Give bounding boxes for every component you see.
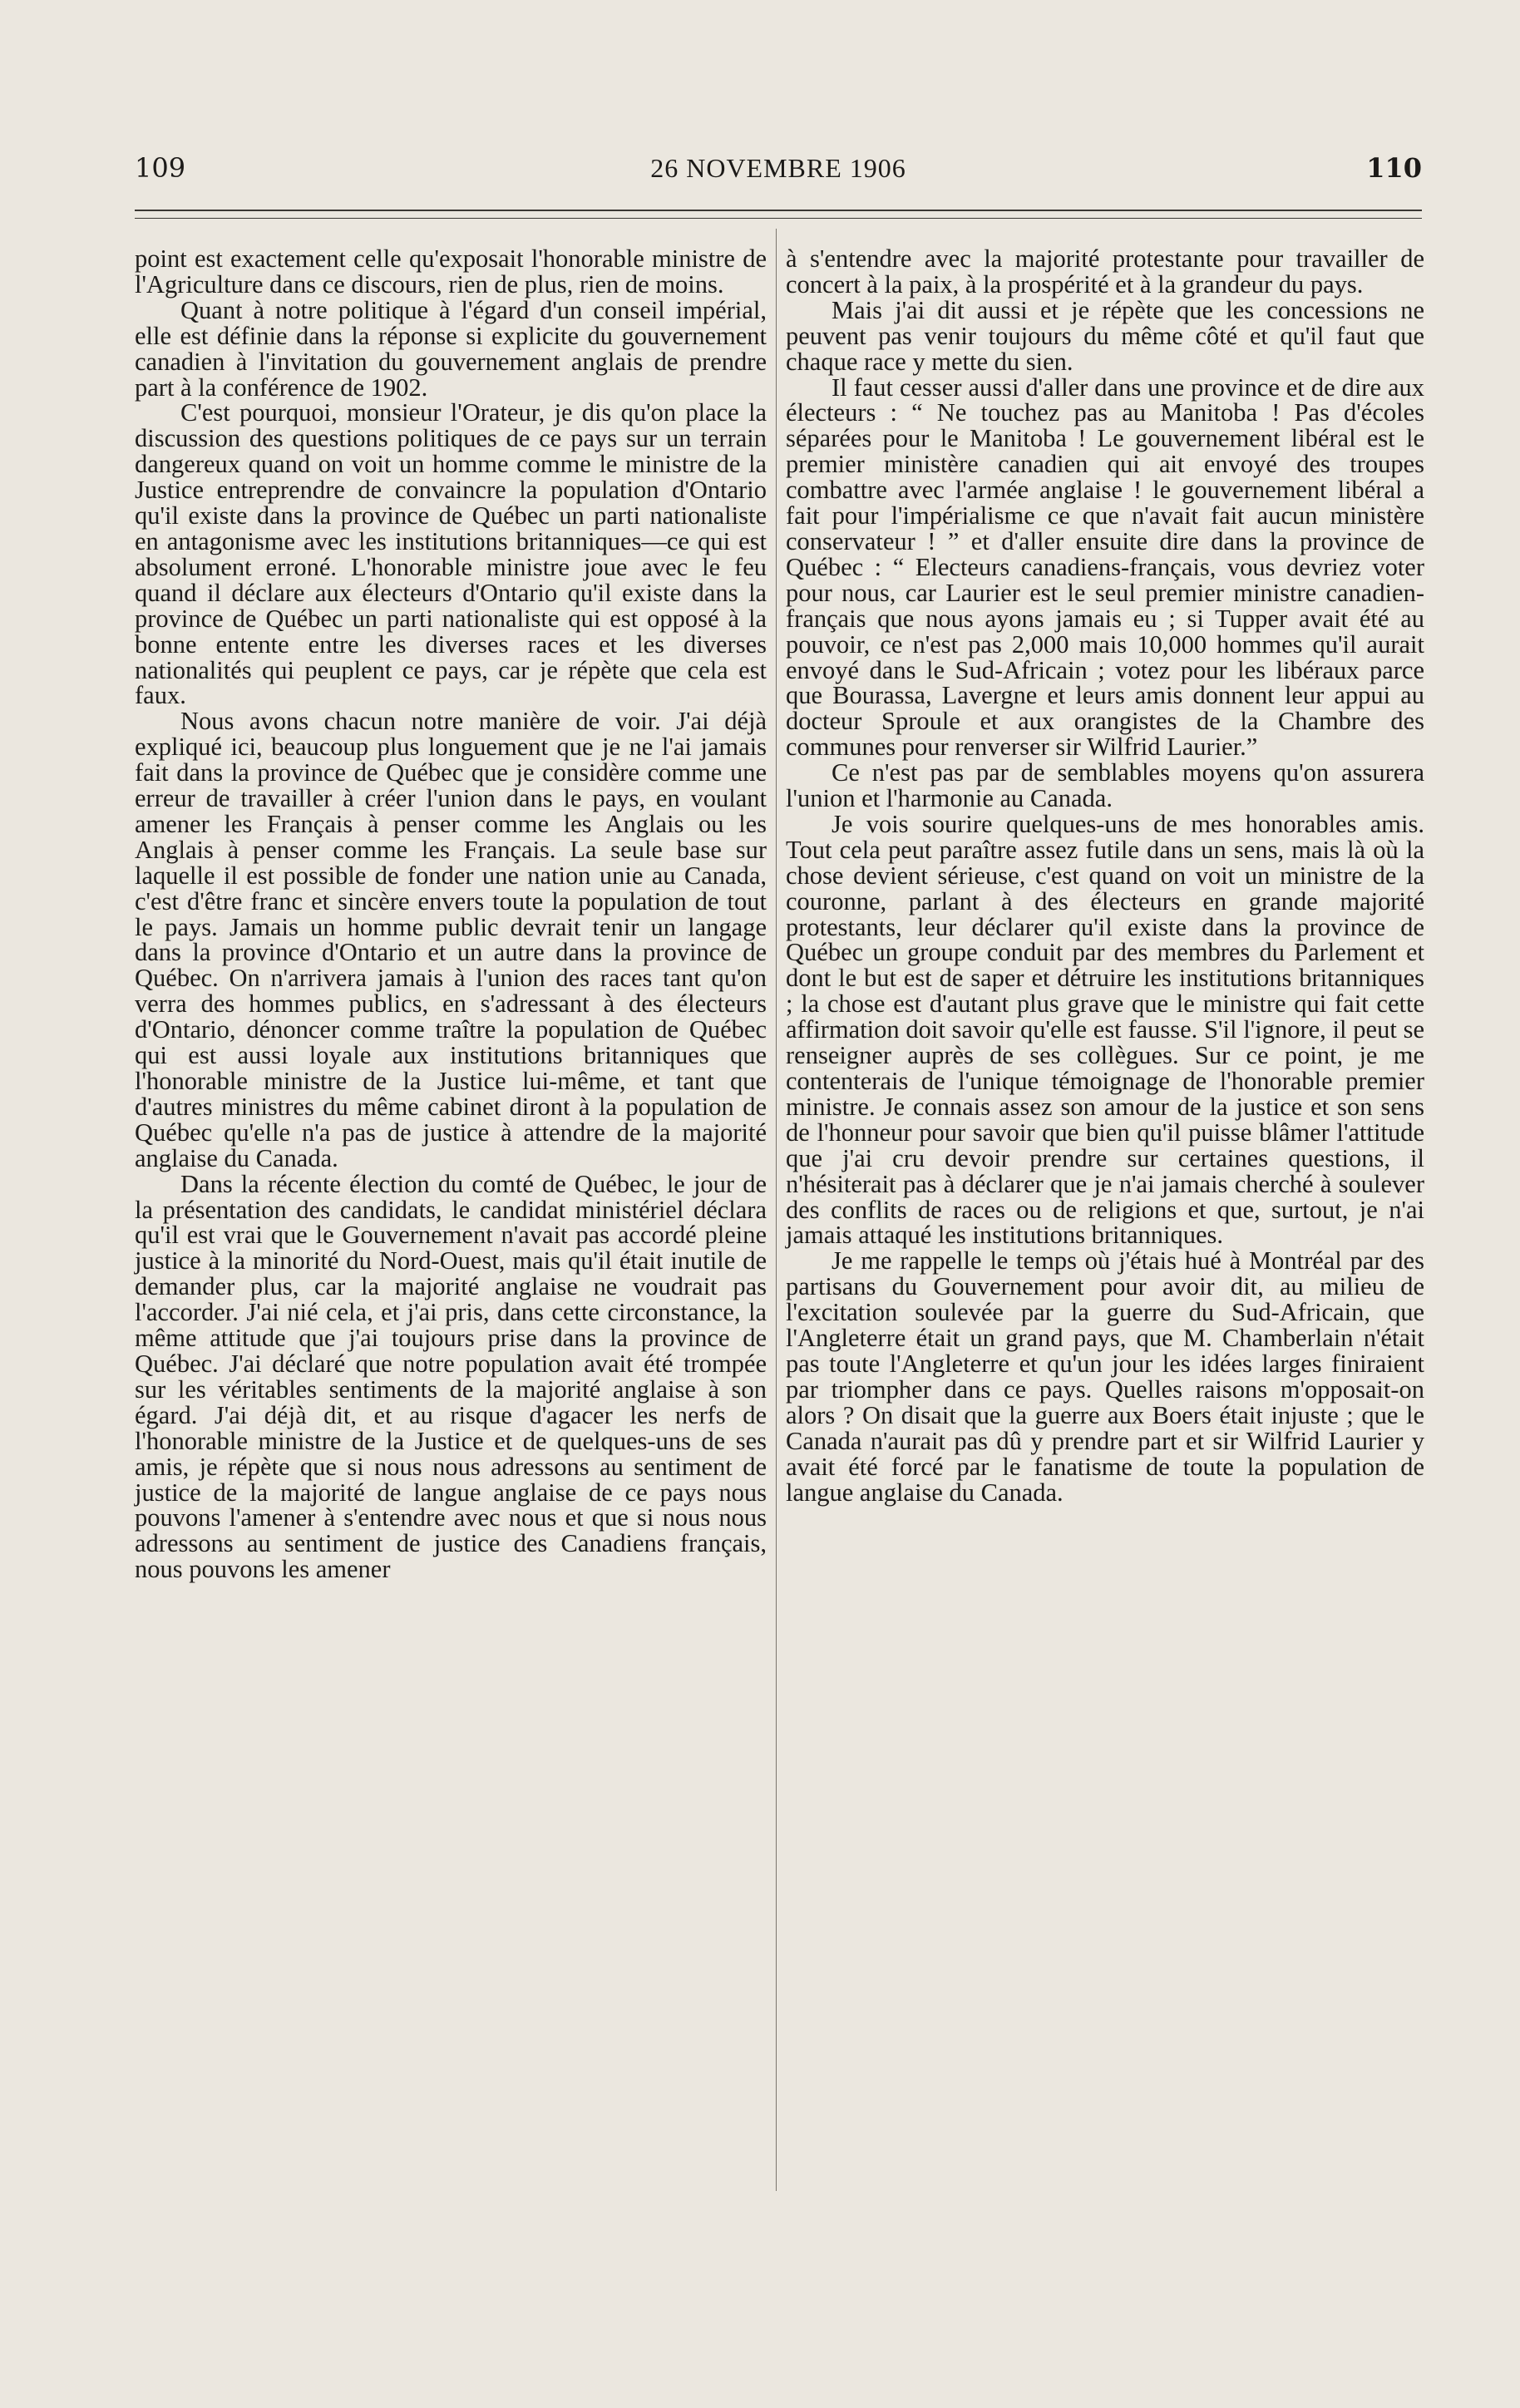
paragraph: Je vois sourire quelques-uns de mes honorables amis. Tout cela peut paraître assez futile dans un sens, mais là où la chose devient sérieuse, c'est quand on voit un ministre de la couronne, parlant à des électeurs en grande majorité protestants, leur déclarer qu'il existe dans la province de Québec un groupe conduit par des membres du Parlement et dont le but est de saper et détruire les institutions britanniques ; la chose est d'autant plus grave que le ministre qui fait cette affirmation doit savoir qu'elle est fausse. S'il l'ignore, il peut se renseigner auprès de ses collègues. Sur ce point, je me contenterais de l'unique témoignage de l'honorable premier ministre. Je connais assez son amour de la justice et son sens de l'honneur pour savoir que bien qu'il puisse blâmer l'attitude que j'ai cru devoir prendre sur certaines questions, il n'hésiterait pas à déclarer que je n'ai jamais cherché à soulever des conflits de races ou de religions et que, surtout, je n'ai jamais attaqué les institutions britanniques. — [786, 809, 1424, 1250]
paragraph: Dans la récente élection du comté de Québec, le jour de la présentation des candidats, le candidat ministériel déclara qu'il est vrai que le Gouvernement n'avait pas accordé pleine justice à la minorité du Nord-Ouest, mais qu'il était inutile de demander plus, car la majorité anglaise ne voudrait pas l'accorder. J'ai nié cela, et j'ai pris, dans cette circonstance, la même attitude que j'ai toujours prise dans la province de Québec. J'ai déclaré que notre population avait été trompée sur les véritables sentiments de la majorité anglaise à son égard. J'ai déjà dit, et au risque d'agacer les nerfs de l'honorable ministre de la Justice et de quelques-uns de ses amis, je répète que si nous nous adressons au sentiment de justice de la majorité de langue anglaise de ce pays nous pouvons l'amener à s'entendre avec nous et que si nous nous adressons au sentiment de justice des Canadiens français, nous pouvons les amener — [135, 1169, 767, 1584]
paragraph: Je me rappelle le temps où j'étais hué à Montréal par des partisans du Gouvernement pour avoir dit, au milieu de l'excitation soulevée par la guerre du Sud-Africain, que l'Angleterre était un grand pays, que M. Chamberlain n'était pas toute l'Angleterre et qu'un jour les idées larges finiraient par triompher dans ce pays. Quelles raisons m'opposait-on alors ? On disait que la guerre aux Boers était injuste ; que le Canada n'aurait pas dû y prendre part et sir Wilfrid Laurier y avait été forcé par le fanatisme de toute la population de langue anglaise du Canada. — [786, 1246, 1424, 1507]
page-number-left: 109 — [135, 152, 186, 184]
header-date: 26 NOVEMBRE 1906 — [650, 153, 906, 183]
left-column — [135, 246, 767, 1582]
paragraph: Quant à notre politique à l'égard d'un conseil impérial, elle est définie dans la réponse si explicite du gouvernement canadien à l'invitation du gouvernement anglais de prendre part à la conférence de 1902. — [135, 295, 767, 402]
right-column — [786, 246, 1424, 1505]
paragraph: à s'entendre avec la majorité protestante pour travailler de concert à la paix, à la prospérité et à la grandeur du pays. — [786, 244, 1424, 299]
header-rule-thin — [135, 218, 1422, 219]
paragraph: Ce n'est pas par de semblables moyens qu'on assurera l'union et l'harmonie au Canada. — [786, 758, 1424, 813]
paragraph: point est exactement celle qu'exposait l'honorable ministre de l'Agriculture dans ce discours, rien de plus, rien de moins. — [135, 244, 767, 299]
header-rule — [135, 210, 1422, 211]
column-divider — [776, 229, 777, 2191]
paragraph: Il faut cesser aussi d'aller dans une province et de dire aux électeurs : “ Ne touchez pas au Manitoba ! Pas d'écoles séparées pour le Manitoba ! Le gouvernement libéral est le premier ministère canadien qui ait envoyé des troupes combattre avec l'armée anglaise ! le gouvernement libéral a fait pour l'impérialisme ce que n'avait fait aucun ministère conservateur ! ” et d'aller ensuite dire dans la province de Québec : “ Electeurs canadiens-français, vous devriez voter pour nous, car Laurier est le seul premier ministre canadien-français que nous ayons jamais eu ; si Tupper avait été au pouvoir, ce n'est pas 2,000 mais 10,000 hommes qu'il aurait envoyé dans le Sud-Africain ; votez pour les libéraux parce que Bourassa, Lavergne et leurs amis donnent leur appui au docteur Sproule et aux orangistes de la Chambre des communes pour renverser sir Wilfrid Laurier.” — [786, 373, 1424, 762]
paragraph: C'est pourquoi, monsieur l'Orateur, je dis qu'on place la discussion des questions politiques de ce pays sur un terrain dangereux quand on voit un homme comme le ministre de la Justice entreprendre de convaincre la population d'Ontario qu'il existe dans la province de Québec un parti nationaliste en antagonisme avec les institutions britanniques—ce qui est absolument erroné. L'honorable ministre joue avec le feu quand il déclare aux électeurs d'Ontario qu'il existe dans la province de Québec un parti nationaliste qui est opposé à la bonne entente entre les diverses races et les diverses nationalités qui peuplent ce pays, car je répète que cela est faux. — [135, 398, 767, 710]
page-number-right: 110 — [1366, 152, 1422, 184]
page-header — [135, 151, 1422, 193]
paragraph: Nous avons chacun notre manière de voir. J'ai déjà expliqué ici, beaucoup plus longuement que je ne l'ai jamais fait dans la province de Québec que je considère comme une erreur de travailler à créer l'union dans le pays, en voulant amener les Français à penser comme les Anglais ou les Anglais à penser comme les Français. La seule base sur laquelle il est possible de fonder une nation unie au Canada, c'est d'être franc et sincère envers toute la population de tout le pays. Jamais un homme public devrait tenir un langage dans la province d'Ontario et un autre dans la province de Québec. On n'arrivera jamais à l'union des races tant qu'on verra des hommes publics, en s'adressant à des électeurs d'Ontario, dénoncer comme traître la population de Québec qui est aussi loyale aux institutions britanniques que l'honorable ministre de la Justice lui-même, et tant que d'autres ministres du même cabinet diront à la population de Québec qu'elle n'a pas de justice à attendre de la majorité anglaise du Canada. — [135, 707, 767, 1172]
paragraph: Mais j'ai dit aussi et je répète que les concessions ne peuvent pas venir toujours du même côté et qu'il faut que chaque race y mette du sien. — [786, 295, 1424, 376]
